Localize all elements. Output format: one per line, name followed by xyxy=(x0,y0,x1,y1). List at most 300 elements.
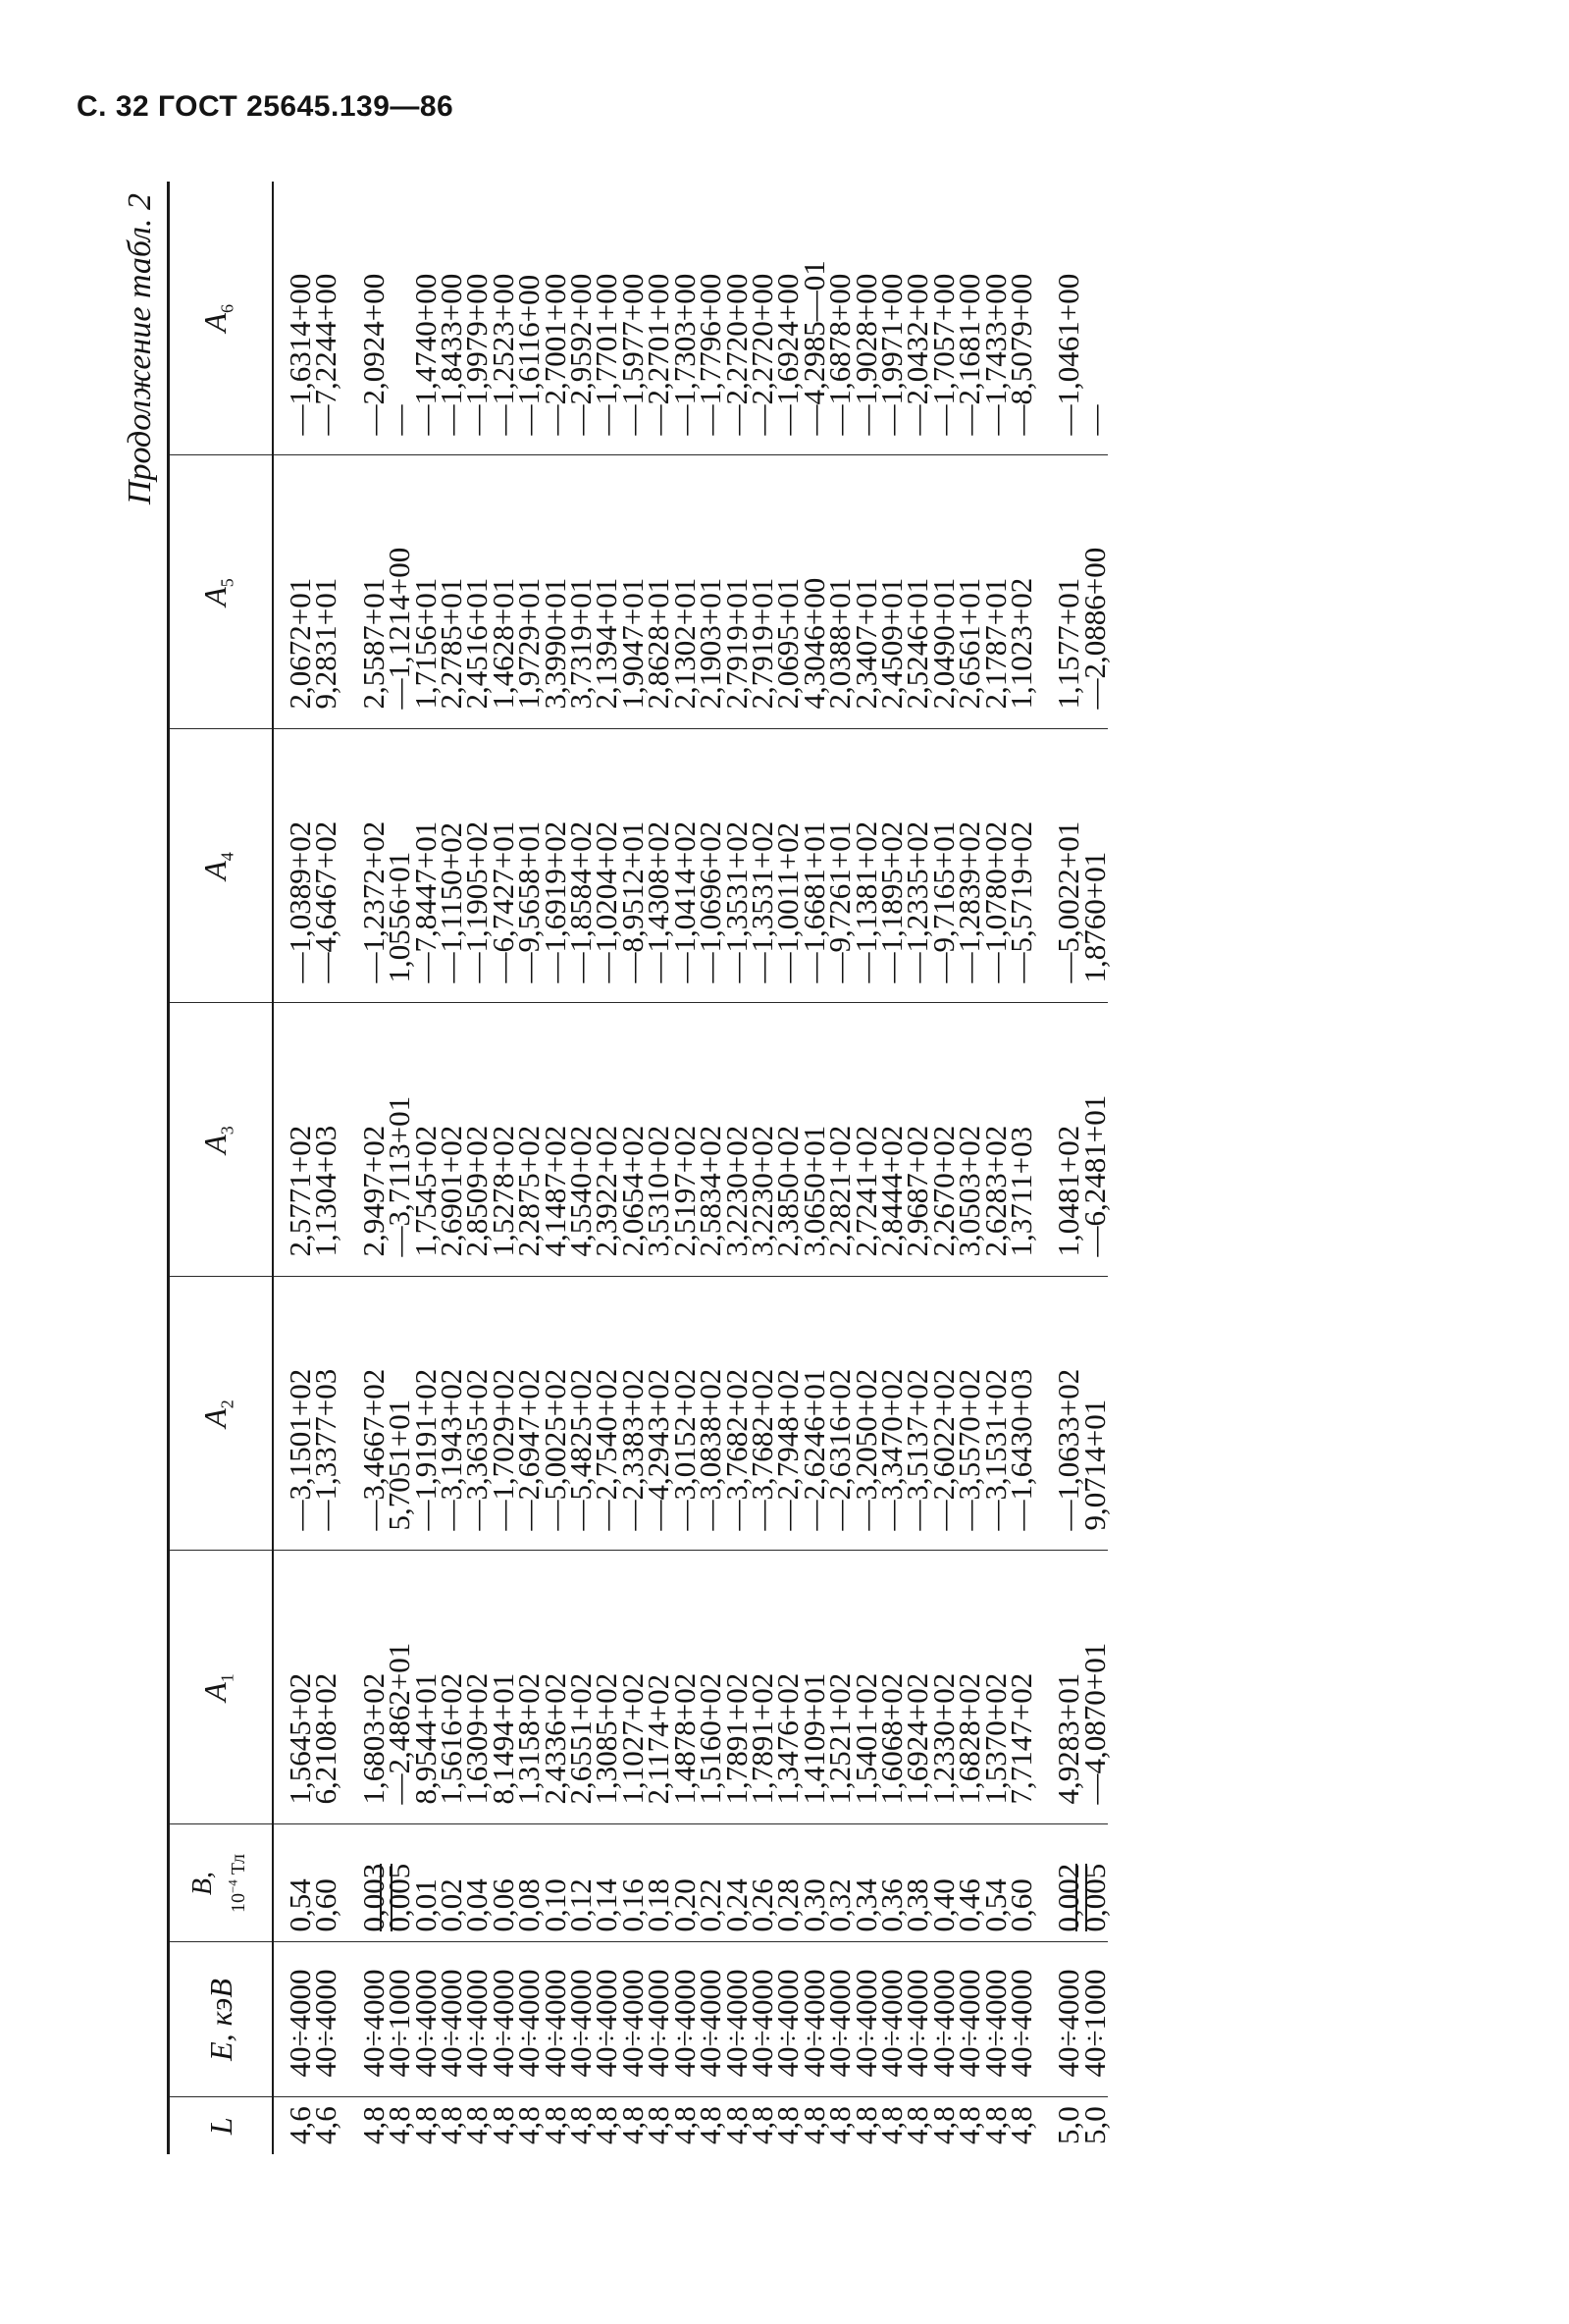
cell-value: 2,2785+01 xyxy=(434,577,469,710)
cell-value: 40÷4000 xyxy=(822,1969,858,2078)
cell-a2 xyxy=(1076,1277,1112,1551)
cell-value: 40÷4000 xyxy=(485,1969,520,2078)
cell-value: —1,6314+00 xyxy=(283,273,317,436)
cell-value: 2,7919+01 xyxy=(718,577,754,710)
cell-value: 40÷4000 xyxy=(563,1969,599,2078)
cell-value: 7,7147+02 xyxy=(1003,1672,1038,1805)
cell-value: —3,0152+02 xyxy=(666,1368,702,1531)
cell-value: 4,8 xyxy=(693,2106,728,2144)
cell-value: —5,0022+01 xyxy=(1051,820,1086,983)
cell-value: —3,5570+02 xyxy=(952,1368,987,1531)
cell-value: 1,7891+02 xyxy=(744,1672,779,1805)
cell-value: 0,38 xyxy=(900,1878,935,1932)
cell-a2 xyxy=(1003,1277,1038,1551)
cell-value: 5,7051+01 xyxy=(382,1399,417,1531)
cell-value: —1,4740+00 xyxy=(407,273,443,436)
cell-value: 0,003 xyxy=(355,1863,391,1932)
cell-value: 1,0481+02 xyxy=(1051,1125,1086,1257)
cell-value: —1,0204+02 xyxy=(589,820,624,983)
cell-value: —1,2839+02 xyxy=(952,820,987,983)
cell-value: 4,8 xyxy=(382,2106,417,2144)
cell-value: —2,0924+00 xyxy=(355,273,391,436)
cell-value: —2,2720+00 xyxy=(718,273,754,436)
cell-value: 2,0695+01 xyxy=(770,577,806,710)
cell-value: —1,3531+02 xyxy=(744,820,779,983)
cell-value: —3,1531+02 xyxy=(977,1368,1013,1531)
cell-value: 4,8 xyxy=(770,2106,806,2144)
cell-e xyxy=(1076,1942,1112,2097)
cell-value: —1,7796+00 xyxy=(693,273,728,436)
cell-value: —1,1905+02 xyxy=(459,820,495,983)
cell-value: 3,0503+02 xyxy=(952,1125,987,1257)
cell-a1 xyxy=(1003,1551,1038,1824)
cell-b xyxy=(273,1824,317,1942)
cell-value: 2,1394+01 xyxy=(589,577,624,710)
cell-a3 xyxy=(273,1003,317,1277)
cell-value: —3,5137+02 xyxy=(900,1368,935,1531)
cell-value: 0,10 xyxy=(537,1878,572,1932)
cell-value: 1,4878+02 xyxy=(666,1672,702,1805)
cell-value: 0,60 xyxy=(308,1878,343,1932)
cell-value: 4,8 xyxy=(900,2106,935,2144)
cell-value: —8,9512+01 xyxy=(614,820,650,983)
cell-value: —1,5977+00 xyxy=(614,273,650,436)
cell-value: 2,8509+02 xyxy=(459,1125,495,1257)
cell-value: 1,5645+02 xyxy=(283,1672,317,1805)
table-row xyxy=(273,182,313,2154)
cell-value: —1,6924+00 xyxy=(770,273,806,436)
cell-value: 2,2821+02 xyxy=(822,1125,858,1257)
cell-value: 40÷4000 xyxy=(1003,1969,1038,2078)
cell-value: 4,8 xyxy=(718,2106,754,2144)
cell-value: —1,0696+02 xyxy=(693,820,728,983)
table-row xyxy=(1009,182,1034,2154)
table-row xyxy=(1082,182,1108,2154)
cell-l xyxy=(308,2097,343,2154)
cell-value: 0,22 xyxy=(693,1878,728,1932)
cell-value: —1,8433+00 xyxy=(434,273,469,436)
cell-a3 xyxy=(1003,1003,1038,1277)
cell-value: 1,4628+01 xyxy=(485,577,520,710)
cell-value: 2,1787+01 xyxy=(977,577,1013,710)
cell-value: 2,3850+02 xyxy=(770,1125,806,1257)
cell-a5 xyxy=(1076,455,1112,729)
cell-value: 5,0 xyxy=(1076,2106,1112,2144)
cell-a5 xyxy=(273,455,317,729)
cell-value: 4,3046+00 xyxy=(796,577,831,710)
cell-value: —1,7303+00 xyxy=(666,273,702,436)
cell-value: 40÷4000 xyxy=(693,1969,728,2078)
cell-value: 3,2230+02 xyxy=(744,1125,779,1257)
cell-value: 0,30 xyxy=(796,1878,831,1932)
cell-value: 2,5771+02 xyxy=(283,1125,317,1257)
cell-value: 1,7156+01 xyxy=(407,577,443,710)
cell-value: —1,8584+02 xyxy=(563,820,599,983)
cell-value: —1,4308+02 xyxy=(641,820,676,983)
cell-value: 40÷4000 xyxy=(641,1969,676,2078)
table-row xyxy=(313,182,339,2154)
cell-value: 0,54 xyxy=(977,1878,1013,1932)
cell-value: —1,7029+02 xyxy=(485,1368,520,1531)
cell-value: 4,9283+01 xyxy=(1051,1672,1086,1805)
cell-a6 xyxy=(273,182,317,455)
cell-value: —1,1150+02 xyxy=(434,821,469,983)
cell-value: —4,2943+02 xyxy=(641,1368,676,1531)
cell-value: 2,8444+02 xyxy=(873,1125,909,1257)
cell-value: 40÷4000 xyxy=(283,1969,317,2078)
cell-value: 2,0654+02 xyxy=(614,1125,650,1257)
cell-value: 0,46 xyxy=(952,1878,987,1932)
cell-value: 2,6561+01 xyxy=(952,577,987,710)
cell-value: 1,6924+02 xyxy=(900,1672,935,1805)
cell-value: —1,2523+00 xyxy=(485,273,520,436)
cell-value: —2,7001+00 xyxy=(537,273,572,436)
cell-value: 2,7919+01 xyxy=(744,577,779,710)
cell-value: —5,5719+02 xyxy=(1003,820,1038,983)
cell-value: 4,8 xyxy=(614,2106,650,2144)
cell-value: 0,002 xyxy=(1051,1863,1086,1932)
cell-value: 0,32 xyxy=(822,1878,858,1932)
cell-value: —1,3377+03 xyxy=(308,1368,343,1531)
cell-value: 2,6901+02 xyxy=(434,1125,469,1257)
cell-value: 2,3922+02 xyxy=(589,1125,624,1257)
cell-value: —7,2244+00 xyxy=(308,273,343,436)
cell-value: —2,4862+01 xyxy=(382,1642,417,1805)
cell-value: —4,2985—01 xyxy=(796,260,831,436)
cell-value: 40÷1000 xyxy=(1076,1969,1112,2078)
cell-value: 1,5401+02 xyxy=(848,1672,883,1805)
cell-value: — xyxy=(1076,404,1112,436)
cell-value: 3,2230+02 xyxy=(718,1125,754,1257)
cell-value: —9,7261+01 xyxy=(822,820,858,983)
cell-value: 4,8 xyxy=(407,2106,443,2144)
cell-value: 0,28 xyxy=(770,1878,806,1932)
cell-value: —1,0414+02 xyxy=(666,820,702,983)
cell-value: —2,0886+00 xyxy=(1076,547,1112,710)
cell-value: 1,6803+02 xyxy=(355,1672,391,1805)
cell-value: 40÷4000 xyxy=(407,1969,443,2078)
cell-a6 xyxy=(308,182,343,455)
cell-value: 40÷4000 xyxy=(744,1969,779,2078)
cell-value: —3,0838+02 xyxy=(693,1368,728,1531)
cell-value: 0,20 xyxy=(666,1878,702,1932)
cell-value: 4,8 xyxy=(666,2106,702,2144)
cell-e xyxy=(308,1942,343,2097)
cell-value: 1,1023+02 xyxy=(1003,577,1038,710)
cell-value: —9,7165+01 xyxy=(925,820,961,983)
cell-value: —2,6246+01 xyxy=(796,1368,831,1531)
cell-value: —4,0870+01 xyxy=(1076,1642,1112,1805)
cell-value: 4,8 xyxy=(822,2106,858,2144)
cell-value: —7,8447+01 xyxy=(407,820,443,983)
cell-value: 4,8 xyxy=(873,2106,909,2144)
cell-value: 1,9047+01 xyxy=(614,577,650,710)
cell-value: 2,7241+02 xyxy=(848,1125,883,1257)
cell-value: 2,1903+01 xyxy=(693,577,728,710)
cell-value: 2,5587+01 xyxy=(355,577,391,710)
cell-value: 2,6283+02 xyxy=(977,1125,1013,1257)
cell-value: —1,6116+00 xyxy=(511,274,547,436)
cell-value: 4,8 xyxy=(355,2106,391,2144)
cell-value: 40÷4000 xyxy=(355,1969,391,2078)
cell-value: 40÷4000 xyxy=(848,1969,883,2078)
cell-value: 0,60 xyxy=(1003,1878,1038,1932)
cell-value: 2,0672+01 xyxy=(283,577,317,710)
cell-value: 40÷4000 xyxy=(1051,1969,1086,2078)
col-header-a6: $A_6$ xyxy=(169,182,274,455)
cell-value: 2,0388+01 xyxy=(822,577,858,710)
cell-value: 2,8628+01 xyxy=(641,577,676,710)
col-header-a1: $A_1$ xyxy=(169,1551,274,1824)
cell-value: —1,3531+02 xyxy=(718,820,754,983)
col-header-e: E, кэВ xyxy=(169,1942,274,2097)
cell-value: —2,7540+02 xyxy=(589,1368,624,1531)
cell-value: 1,4109+01 xyxy=(796,1672,831,1805)
cell-value: 2,4516+01 xyxy=(459,577,495,710)
cell-value: —6,7427+01 xyxy=(485,820,520,983)
cell-value: 6,2108+02 xyxy=(308,1672,343,1805)
cell-value: —3,1501+02 xyxy=(283,1368,317,1531)
cell-value: 1,5616+02 xyxy=(434,1672,469,1805)
cell-value: 40÷4000 xyxy=(952,1969,987,2078)
cell-value: 4,1487+02 xyxy=(537,1125,572,1257)
cell-value: 1,3158+02 xyxy=(511,1672,547,1805)
cell-value: 0,02 xyxy=(434,1878,469,1932)
cell-value: 0,54 xyxy=(283,1878,317,1932)
cell-e xyxy=(273,1942,317,2097)
coefficient-table xyxy=(167,182,1112,2154)
cell-a1 xyxy=(308,1551,343,1824)
cell-value: —3,1943+02 xyxy=(434,1368,469,1531)
cell-a4 xyxy=(273,729,317,1003)
cell-l xyxy=(273,2097,317,2154)
cell-value: 40÷4000 xyxy=(308,1969,343,2078)
cell-value: 1,1304+03 xyxy=(308,1125,343,1257)
cell-value: —8,5079+00 xyxy=(1003,273,1038,436)
cell-value: 2,9687+02 xyxy=(900,1125,935,1257)
cell-value: 1,3085+02 xyxy=(589,1672,624,1805)
cell-value: 0,36 xyxy=(873,1878,909,1932)
cell-value: 8,9544+01 xyxy=(407,1672,443,1805)
cell-value: 0,24 xyxy=(718,1878,754,1932)
cell-value: 4,8 xyxy=(952,2106,987,2144)
cell-value: —1,0389+02 xyxy=(283,820,317,983)
cell-value: —2,9592+00 xyxy=(563,273,599,436)
cell-value: —1,0633+02 xyxy=(1051,1368,1086,1531)
cell-value: —5,0025+02 xyxy=(537,1368,572,1531)
cell-b xyxy=(308,1824,343,1942)
cell-l xyxy=(1003,2097,1038,2154)
cell-value: —1,6878+00 xyxy=(822,273,858,436)
cell-a1 xyxy=(273,1551,317,1824)
cell-value: —2,0432+00 xyxy=(900,273,935,436)
cell-value: —1,6681+01 xyxy=(796,820,831,983)
cell-value: 9,0714+01 xyxy=(1076,1399,1112,1531)
cell-a1 xyxy=(1076,1551,1112,1824)
col-header-l: L xyxy=(169,2097,274,2154)
cell-value: —2,7948+02 xyxy=(770,1368,806,1531)
col-header-a4: $A_4$ xyxy=(169,729,274,1003)
page-header: С. 32 ГОСТ 25645.139—86 xyxy=(77,90,454,123)
col-header-a3: $A_3$ xyxy=(169,1003,274,1277)
cell-value: —5,4825+02 xyxy=(563,1368,599,1531)
cell-value: 2,5197+02 xyxy=(666,1125,702,1257)
cell-value: —2,2701+00 xyxy=(641,273,676,436)
cell-value: 1,0556+01 xyxy=(382,851,417,983)
cell-value: 2,5246+01 xyxy=(900,577,935,710)
cell-value: —1,7057+00 xyxy=(925,273,961,436)
cell-value: —1,6430+03 xyxy=(1003,1368,1038,1531)
cell-value: 1,7891+02 xyxy=(718,1672,754,1805)
cell-value: 40÷4000 xyxy=(666,1969,702,2078)
cell-a6 xyxy=(1003,182,1038,455)
cell-value: 1,8760+01 xyxy=(1076,851,1112,983)
cell-value: 2,3407+01 xyxy=(848,577,883,710)
cell-value: —1,7433+00 xyxy=(977,273,1013,436)
cell-value: 2,6551+02 xyxy=(563,1672,599,1805)
cell-value: —1,0780+02 xyxy=(977,820,1013,983)
cell-value: 2,2875+02 xyxy=(511,1125,547,1257)
cell-value: 2,0490+01 xyxy=(925,577,961,710)
cell-a4 xyxy=(1003,729,1038,1003)
cell-value: —6,2481+01 xyxy=(1076,1094,1112,1257)
cell-value: 1,2330+02 xyxy=(925,1672,961,1805)
cell-value: —3,7113+01 xyxy=(382,1095,417,1257)
cell-value: 4,8 xyxy=(848,2106,883,2144)
cell-b xyxy=(1076,1824,1112,1942)
cell-value: 2,5834+02 xyxy=(693,1125,728,1257)
cell-value: —3,7682+02 xyxy=(744,1368,779,1531)
cell-a5 xyxy=(308,455,343,729)
cell-value: —1,1381+02 xyxy=(848,820,883,983)
cell-value: —2,6022+02 xyxy=(925,1368,961,1531)
cell-value: 1,1577+01 xyxy=(1051,577,1086,710)
cell-value: 40÷4000 xyxy=(873,1969,909,2078)
cell-value: 4,8 xyxy=(589,2106,624,2144)
cell-value: —4,6467+02 xyxy=(308,820,343,983)
cell-value: 1,6309+02 xyxy=(459,1672,495,1805)
table-body xyxy=(273,182,1112,2154)
cell-value: —1,7701+00 xyxy=(589,273,624,436)
cell-e xyxy=(1003,1942,1038,2097)
cell-value: 5,0 xyxy=(1051,2106,1086,2144)
cell-value: 0,005 xyxy=(1076,1863,1112,1932)
cell-value: 1,5370+02 xyxy=(977,1672,1013,1805)
cell-a4 xyxy=(308,729,343,1003)
cell-a4 xyxy=(1076,729,1112,1003)
cell-value: 4,8 xyxy=(796,2106,831,2144)
cell-value: —3,4667+02 xyxy=(355,1368,391,1531)
cell-value: 40÷4000 xyxy=(770,1969,806,2078)
cell-l xyxy=(1076,2097,1112,2154)
cell-value: 9,2831+01 xyxy=(308,577,343,710)
cell-a3 xyxy=(1076,1003,1112,1277)
col-header-a5: $A_5$ xyxy=(169,455,274,729)
cell-value: 4,8 xyxy=(1003,2106,1038,2144)
cell-value: — xyxy=(382,404,417,436)
cell-value: —3,3470+02 xyxy=(873,1368,909,1531)
cell-value: 40÷4000 xyxy=(796,1969,831,2078)
cell-value: 0,18 xyxy=(641,1878,676,1932)
rotated-table-block xyxy=(122,182,1501,2154)
cell-value: 0,26 xyxy=(744,1878,779,1932)
cell-value: —1,9979+00 xyxy=(459,273,495,436)
cell-value: —1,6919+02 xyxy=(537,820,572,983)
cell-value: 3,0650+01 xyxy=(796,1125,831,1257)
cell-value: —2,6316+02 xyxy=(822,1368,858,1531)
cell-value: 3,3990+01 xyxy=(537,577,572,710)
cell-value: 0,005 xyxy=(382,1863,417,1932)
cell-value: —2,2720+00 xyxy=(744,273,779,436)
table-header-row xyxy=(169,182,274,2154)
cell-value: 3,7319+01 xyxy=(563,577,599,710)
cell-value: 40÷4000 xyxy=(977,1969,1013,2078)
cell-value: 0,01 xyxy=(407,1878,443,1932)
cell-value: 40÷1000 xyxy=(382,1969,417,2078)
cell-value: 4,8 xyxy=(485,2106,520,2144)
cell-value: 40÷4000 xyxy=(614,1969,650,2078)
cell-value: 2,4509+01 xyxy=(873,577,909,710)
cell-value: 4,8 xyxy=(459,2106,495,2144)
cell-value: 8,1494+01 xyxy=(485,1672,520,1805)
cell-value: 4,8 xyxy=(563,2106,599,2144)
cell-value: —2,6947+02 xyxy=(511,1368,547,1531)
cell-value: —1,1214+00 xyxy=(382,547,417,710)
cell-value: 1,3711+03 xyxy=(1003,1126,1038,1257)
cell-value: —1,1895+02 xyxy=(873,820,909,983)
cell-value: 0,12 xyxy=(563,1878,599,1932)
cell-value: 2,2670+02 xyxy=(925,1125,961,1257)
cell-value: —1,9191+02 xyxy=(407,1368,443,1531)
cell-value: —1,2335+02 xyxy=(900,820,935,983)
cell-value: —1,9971+00 xyxy=(873,273,909,436)
cell-value: 40÷4000 xyxy=(537,1969,572,2078)
cell-value: —2,1681+00 xyxy=(952,273,987,436)
cell-value: 1,5160+02 xyxy=(693,1672,728,1805)
cell-value: 0,08 xyxy=(511,1878,547,1932)
cell-value: 4,8 xyxy=(511,2106,547,2144)
cell-value: —1,9028+00 xyxy=(848,273,883,436)
cell-value: 2,1174+02 xyxy=(641,1673,676,1805)
cell-value: 4,6 xyxy=(308,2106,343,2144)
cell-value: —1,0011+02 xyxy=(770,821,806,983)
cell-value: 40÷4000 xyxy=(434,1969,469,2078)
cell-value: —1,0461+00 xyxy=(1051,273,1086,436)
cell-value: 1,9729+01 xyxy=(511,577,547,710)
cell-value: 40÷4000 xyxy=(589,1969,624,2078)
cell-value: 1,7545+02 xyxy=(407,1125,443,1257)
cell-a5 xyxy=(1003,455,1038,729)
cell-b xyxy=(1003,1824,1038,1942)
cell-value: 40÷4000 xyxy=(459,1969,495,2078)
cell-value: 2,1302+01 xyxy=(666,577,702,710)
col-header-b: B, $10^{-4}$ Тл xyxy=(169,1824,274,1942)
cell-a2 xyxy=(308,1277,343,1551)
cell-value: 1,2521+02 xyxy=(822,1672,858,1805)
cell-value: —9,5658+01 xyxy=(511,820,547,983)
cell-value: 1,3476+02 xyxy=(770,1672,806,1805)
cell-value: —3,3635+02 xyxy=(459,1368,495,1531)
cell-a3 xyxy=(308,1003,343,1277)
cell-value: 4,8 xyxy=(434,2106,469,2144)
cell-value: 40÷4000 xyxy=(925,1969,961,2078)
cell-value: 40÷4000 xyxy=(511,1969,547,2078)
cell-value: 1,6068+02 xyxy=(873,1672,909,1805)
cell-value: 0,06 xyxy=(485,1878,520,1932)
cell-value: 4,8 xyxy=(977,2106,1013,2144)
cell-value: 2,4336+02 xyxy=(537,1672,572,1805)
cell-value: —2,3383+02 xyxy=(614,1368,650,1531)
